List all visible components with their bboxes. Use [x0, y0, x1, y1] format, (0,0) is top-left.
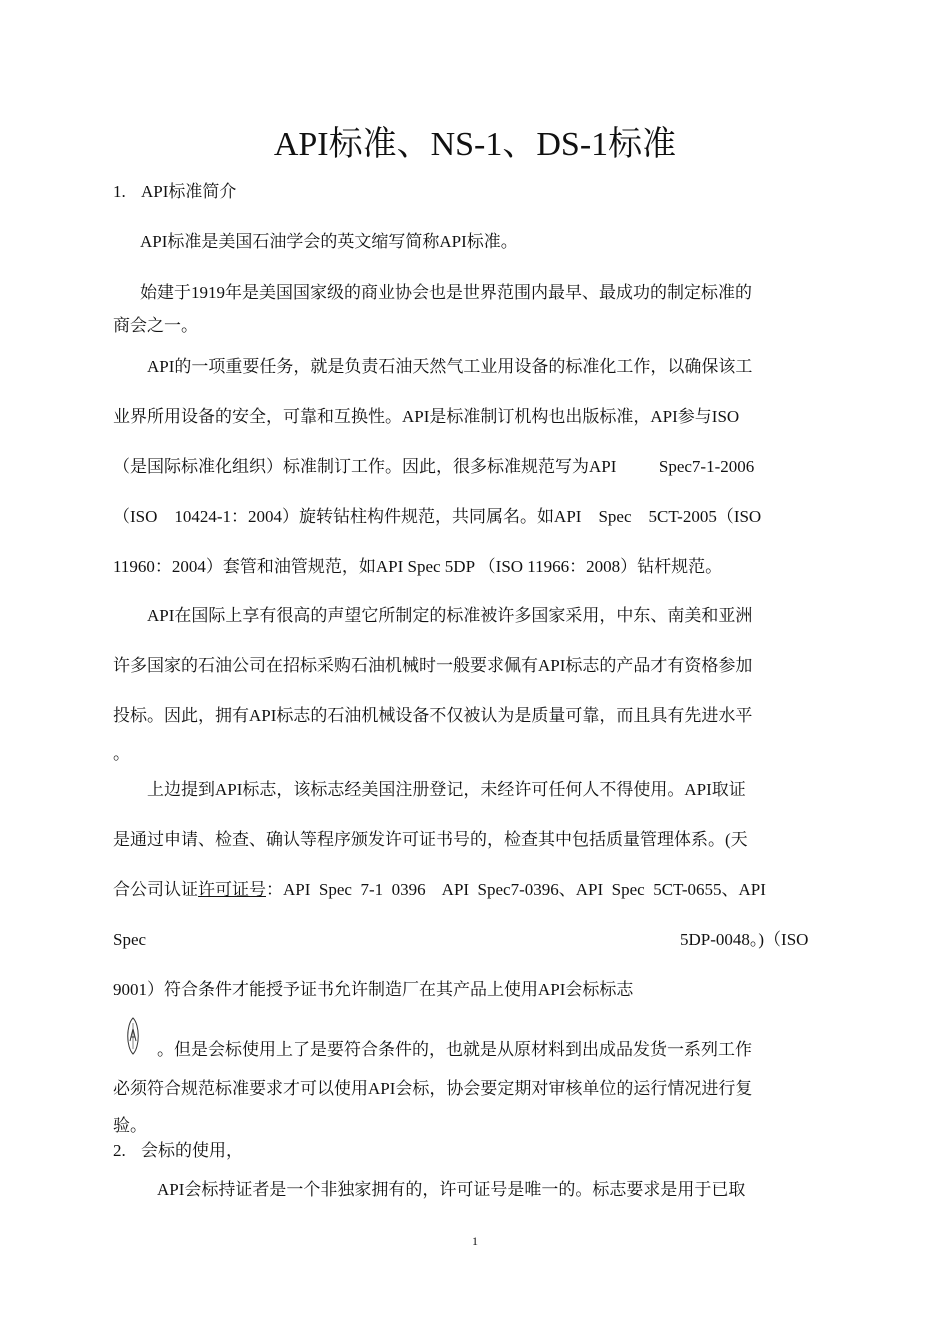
paragraph-5-line-1: 上边提到API标志，该标志经美国注册登记，未经许可任何人不得使用。API取证: [147, 780, 746, 799]
license-number-label: 许可证号: [198, 880, 266, 899]
license-numbers: ：API Spec 7-1 0396 API Spec7-0396、API Spec 5CT-0655、API: [266, 880, 766, 899]
paragraph-5-line-2: 是通过申请、检查、确认等程序颁发许可证书号的，检查其中包括质量管理体系。(天: [113, 830, 748, 849]
paragraph-2-line-1: 始建于1919年是美国国家级的商业协会也是世界范围内最早、最成功的制定标准的: [140, 283, 752, 302]
paragraph-4-line-2: 许多国家的石油公司在招标采购石油机械时一般要求佩有API标志的产品才有资格参加: [113, 656, 753, 675]
paragraph-2-line-2: 商会之一。: [113, 316, 198, 335]
section-2-heading: [113, 1138, 243, 1164]
paragraph-1: API标准是美国石油学会的英文缩写简称API标准。: [140, 232, 518, 251]
paragraph-3-line-2: 业界所用设备的安全，可靠和互换性。API是标准制订机构也出版标准，API参与ISO: [113, 407, 740, 426]
paragraph-5-line-7: 必须符合规范标准要求才可以使用API会标，协会要定期对审核单位的运行情况进行复: [113, 1079, 753, 1098]
api-monogram-icon: [123, 1017, 143, 1055]
paragraph-5-line-4-left: Spec: [113, 930, 147, 949]
paragraph-3-line-4: （ISO 10424-1：2004）旋转钻柱构件规范，共同属名。如API Spec 5CT-2005（ISO: [113, 507, 762, 526]
paragraph-3-line-1: API的一项重要任务，就是负责石油天然气工业用设备的标准化工作，以确保该工: [147, 357, 753, 376]
paragraph-6: API会标持证者是一个非独家拥有的，许可证号是唯一的。标志要求是用于已取: [157, 1180, 746, 1199]
document-title: API标准、NS-1、DS-1标准: [273, 126, 677, 163]
paragraph-3-line-5: 11960：2004）套管和油管规范，如API Spec 5DP （ISO 11966：2008）钻杆规范。: [113, 557, 723, 576]
paragraph-4-line-1: API在国际上享有很高的声望它所制定的标准被许多国家采用，中东、南美和亚洲: [147, 606, 753, 625]
section-1-heading: [113, 179, 236, 205]
paragraph-5-line-4-right: 5DP-0048。)（ISO: [680, 930, 809, 949]
section-2-number: 2.: [113, 1141, 126, 1160]
page-number: 1: [472, 1234, 478, 1248]
paragraph-5-line-5: 9001）符合条件才能授予证书允许制造厂在其产品上使用API会标标志: [113, 980, 634, 999]
paragraph-5-line-6: 。但是会标使用上了是要符合条件的，也就是从原材料到出成品发货一系列工作: [157, 1040, 752, 1059]
certification-intro: 合公司认证: [113, 880, 198, 899]
paragraph-3-line-3: （是国际标准化组织）标准制订工作。因此，很多标准规范写为API Spec7-1-2006: [113, 457, 755, 476]
paragraph-5-line-8: 验。: [113, 1116, 147, 1135]
paragraph-5-line-3: [113, 877, 766, 903]
section-1-number: 1.: [113, 182, 126, 201]
section-2-title: 会标的使用，: [141, 1141, 243, 1160]
section-1-title: API标准简介: [141, 182, 237, 201]
paragraph-4-line-3: 投标。因此，拥有API标志的石油机械设备不仅被认为是质量可靠，而且具有先进水平: [113, 706, 753, 725]
paragraph-4-line-4: 。: [113, 744, 130, 763]
